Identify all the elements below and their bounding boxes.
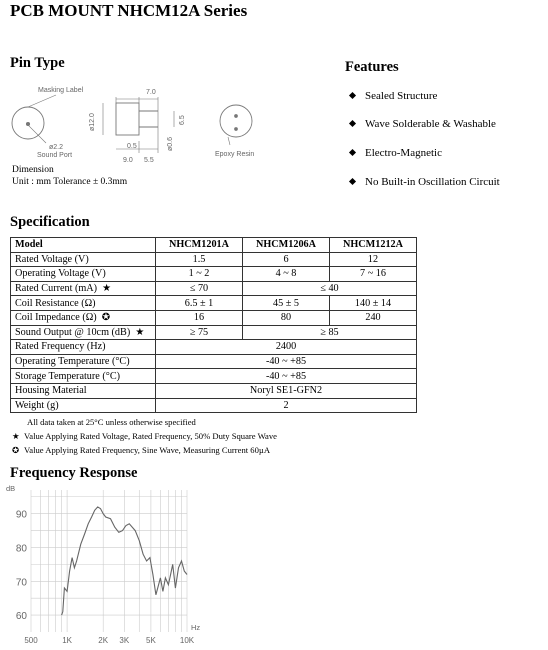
page-title: PCB MOUNT NHCM12A Series [10, 1, 248, 20]
cell: 140 ± 14 [330, 296, 417, 311]
table-row [11, 369, 417, 384]
cell: Noryl SE1-GFN2 [156, 383, 417, 398]
cell: -40 ~ +85 [156, 354, 417, 369]
bottom-view-circle [220, 105, 252, 137]
diamond-bullet-icon [349, 120, 356, 127]
cell: 16 [156, 310, 243, 325]
x-tick-label: 5K [146, 636, 156, 645]
row-label: Coil Impedance (Ω) ✪ [11, 310, 156, 325]
diamond-bullet-icon [349, 149, 356, 156]
masking-label: Masking Label [38, 87, 84, 94]
cell: 2400 [156, 340, 417, 355]
x-tick-label: 2K [98, 636, 109, 645]
x-tick-label: 3K [119, 636, 130, 645]
sound-port-label: Sound Port [37, 152, 73, 159]
y-tick-label: 80 [15, 543, 27, 555]
cell: ≤ 40 [243, 281, 417, 296]
cell: 2 [156, 398, 417, 413]
table-row [11, 252, 417, 267]
row-label: Rated Voltage (V) [11, 252, 156, 267]
feature-item: Sealed Structure [345, 90, 437, 102]
dim-7-0: 7.0 [146, 89, 156, 96]
row-label: Rated Frequency (Hz) [11, 340, 156, 355]
spec-table [10, 237, 417, 413]
cell: 1 ~ 2 [156, 267, 243, 282]
spec-notes [12, 415, 277, 457]
x-tick-label: 10K [179, 636, 195, 645]
y-axis-label: dB [6, 484, 16, 493]
row-label: Weight (g) [11, 398, 156, 413]
cell: 12 [330, 252, 417, 267]
y-tick-label: 70 [15, 577, 27, 589]
diamond-bullet-icon [349, 178, 356, 185]
table-row [11, 383, 417, 398]
cell: ≥ 75 [156, 325, 243, 340]
header-model-1212: NHCM1212A [330, 238, 417, 253]
frequency-response-chart [0, 480, 548, 650]
header-model: Model [11, 238, 156, 253]
cell: 45 ± 5 [243, 296, 330, 311]
circled-star-icon: ✪ [12, 445, 20, 455]
table-row [11, 325, 417, 340]
table-row [11, 398, 417, 413]
epoxy-resin-label: Epoxy Resin [215, 151, 255, 158]
row-label: Storage Temperature (°C) [11, 369, 156, 384]
note-text: All data taken at 25°C unless otherwise specified [27, 417, 196, 427]
dim-12-0: ø12.0 [89, 113, 96, 131]
features-heading: Features [345, 59, 399, 75]
feature-item: Wave Solderable & Washable [345, 118, 496, 130]
x-tick-label: 1K [62, 636, 72, 645]
row-label: Coil Resistance (Ω) [11, 296, 156, 311]
note-text: ★ Value Applying Rated Voltage, Rated Frequency, 50% Duty Square Wave [12, 431, 277, 441]
dimension-note [12, 164, 127, 188]
pin-type-heading: Pin Type [10, 55, 65, 71]
star-icon: ★ [135, 326, 145, 338]
star-icon: ★ [12, 431, 20, 441]
cell: 6 [243, 252, 330, 267]
cell: 4 ~ 8 [243, 267, 330, 282]
x-axis-label: Hz [191, 623, 201, 632]
header-model-1206: NHCM1206A [243, 238, 330, 253]
row-label: Housing Material [11, 383, 156, 398]
specification-heading: Specification [10, 214, 90, 230]
cell: ≤ 70 [156, 281, 243, 296]
dim-6-5: 6.5 [179, 115, 186, 125]
table-row [11, 281, 417, 296]
cell: 6.5 ± 1 [156, 296, 243, 311]
header-model-1201: NHCM1201A [156, 238, 243, 253]
row-label: Operating Voltage (V) [11, 267, 156, 282]
table-row [11, 310, 417, 325]
dim-0-5: 0.5 [127, 143, 137, 150]
cell: 80 [243, 310, 330, 325]
cell: 240 [330, 310, 417, 325]
x-tick-label: 500 [24, 636, 38, 645]
table-row [11, 354, 417, 369]
dim-2-2: ø2.2 [49, 144, 64, 151]
circled-star-icon: ✪ [101, 312, 111, 324]
cell: ≥ 85 [243, 325, 417, 340]
cell: 1.5 [156, 252, 243, 267]
frequency-response-heading: Frequency Response [10, 465, 138, 481]
cell: 7 ~ 16 [330, 267, 417, 282]
dim-5-5: 5.5 [144, 157, 154, 164]
y-tick-label: 60 [15, 611, 27, 623]
cell: -40 ~ +85 [156, 369, 417, 384]
star-icon: ★ [102, 283, 112, 295]
dimension-line1: Dimension [12, 165, 54, 175]
row-label: Operating Temperature (°C) [11, 354, 156, 369]
side-view-body [116, 103, 139, 135]
note-text: ✪ Value Applying Rated Frequency, Sine Wave, Measuring Current 60µA [12, 445, 271, 455]
diamond-bullet-icon [349, 92, 356, 99]
table-row [11, 267, 417, 282]
y-tick-label: 90 [15, 509, 27, 521]
dim-0-6: ø0.6 [167, 136, 174, 151]
table-row [11, 296, 417, 311]
dimension-drawing [8, 83, 268, 165]
dimension-line2: Unit : mm Tolerance ± 0.3mm [12, 177, 128, 187]
feature-item: No Built-in Oscillation Circuit [345, 176, 500, 188]
row-label: Rated Current (mA) ★ [11, 281, 156, 296]
row-label: Sound Output @ 10cm (dB) ★ [11, 325, 156, 340]
feature-item: Electro-Magnetic [345, 147, 442, 159]
spec-header-row [11, 238, 417, 253]
dim-9-0: 9.0 [123, 157, 133, 164]
table-row [11, 340, 417, 355]
